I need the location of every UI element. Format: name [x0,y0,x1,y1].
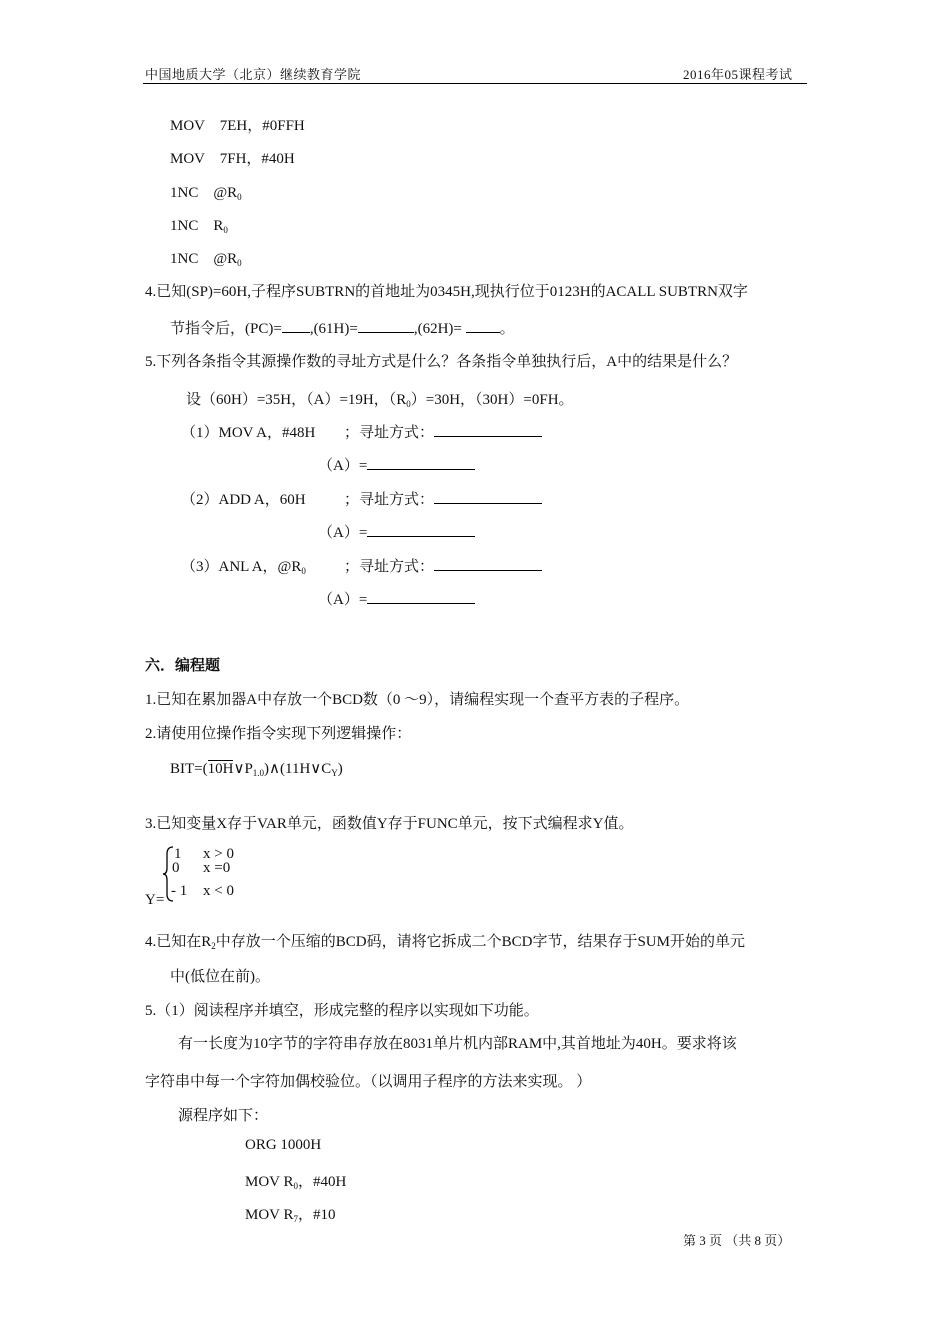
piecewise-cond-1: x > 0 [203,846,234,862]
piecewise-row-2 [172,860,180,877]
result-blank [367,522,475,537]
q5-item1-instr: （1）MOV A，#48H [181,425,316,441]
page-footer: 第 3 页 （共 8 页） [683,1233,791,1248]
header-left: 中国地质大学（北京）继续教育学院 [145,67,362,82]
subscript: 0 [237,192,242,202]
subscript: 7 [293,1214,298,1224]
p4-b: 中存放一个压缩的BCD码，请将它拆成二个BCD字节，结果存于SUM开始的单元 [215,934,745,950]
p4-a: 4.已知在R [145,934,212,950]
src-text: MOV R [245,1174,294,1190]
mode-label: ；寻址方式： [344,492,435,508]
subscript: 0 [301,566,306,576]
formula-a: BIT=( [170,761,208,777]
piecewise-cond-2: x =0 [203,860,231,876]
code-line-5-text: 1NC @R [170,251,238,267]
62h-blank [466,318,500,333]
formula-c: )∧(11H∨C [264,761,332,777]
result-blank [367,455,475,470]
bit-formula [170,759,343,778]
header-right: 2016年05课程考试 [683,67,793,82]
subscript: 0 [293,1181,298,1191]
src-line-2 [245,1170,346,1191]
src-line-1: ORG 1000H [245,1137,322,1153]
s6-p5-line2: 有一长度为10字节的字符串存放在8031单片机内部RAM中,其首地址为40H。要求将该 [178,1036,737,1052]
formula-d: ) [337,761,343,777]
formula-b: ∨P [233,761,253,777]
instr-text: （3）ANL A，@R [181,559,302,575]
q4-line2 [170,317,515,338]
q4-end: 。 [499,321,515,337]
pw-value: - 1 [171,883,188,899]
mode-blank [434,422,542,437]
61h-blank [358,318,414,333]
src-text: MOV R [245,1207,294,1223]
q5-item3-result [318,588,475,609]
section6-title: 六．编程题 [145,658,221,674]
piecewise-y: Y= [145,892,165,908]
formula-overline: 10H [207,761,234,777]
pw-value: 1 [174,846,182,862]
q4-line1: 4.已知(SP)=60H,子程序SUBTRN的首地址为0345H,现执行位于0123H的ACALL SUBTRN双字 [145,284,748,300]
q4-pc-label: 节指令后，(PC)= [170,321,282,337]
q4-62h-label: ,(62H)= [413,321,466,337]
code-line-5 [170,247,242,268]
s6-p4-line2: 中(低位在前)。 [170,969,270,985]
header-rule [143,83,807,84]
s6-p1: 1.已知在累加器A中存放一个BCD数（0 ～9），请编程实现一个查平方表的子程序。 [145,692,690,708]
src-line-3 [245,1203,336,1224]
result-label: （A）= [318,458,368,474]
result-label: （A）= [318,525,368,541]
code-line-1: MOV 7EH，#0FFH [170,118,305,134]
subscript: Y [331,768,338,778]
subscript: 1.0 [252,768,265,778]
s6-p3: 3.已知变量X存于VAR单元，函数值Y存于FUNC单元，按下式编程求Y值。 [145,816,634,832]
subscript: 0 [237,258,242,268]
piecewise-cond-3: x < 0 [203,883,234,899]
result-blank [367,589,475,604]
subscript: 0 [406,399,411,409]
q5-item3-mode [344,555,542,576]
code-line-2: MOV 7FH，#40H [170,151,295,167]
piecewise-row-3 [171,883,187,900]
q5-item3-instr [181,555,306,576]
mode-blank [434,489,542,504]
mode-blank [434,556,542,571]
s6-p5-line1: 5.（1）阅读程序并填空，形成完整的程序以实现如下功能。 [145,1003,539,1019]
s6-p5-line4: 源程序如下： [178,1108,269,1124]
s6-p4 [145,930,745,951]
subscript: 2 [211,941,216,951]
code-line-4 [170,214,228,235]
code-line-4-text: 1NC R [170,218,224,234]
q5-item2-result [318,521,475,542]
subscript: 0 [223,225,228,235]
q5-cond-b: ）=30H，（30H）=0FH。 [410,392,574,408]
result-label: （A）= [318,592,368,608]
q5-item1-mode [344,421,542,442]
q5-title: 5.下列各条指令其源操作数的寻址方式是什么？各条指令单独执行后，A中的结果是什么？ [145,354,738,370]
mode-label: ；寻址方式： [344,425,435,441]
q5-cond-a: 设（60H）=35H，（A）=19H，（R [186,392,407,408]
q5-condition [186,388,574,409]
mode-label: ；寻址方式： [344,559,435,575]
src-text2: ，#40H [298,1174,347,1190]
q5-item2-instr: （2）ADD A，60H [181,492,306,508]
pw-value: 0 [172,860,180,876]
q5-item1-result [318,454,475,475]
pc-blank [282,318,310,333]
q4-61h-label: ,(61H)= [309,321,358,337]
s6-p2: 2.请使用位操作指令实现下列逻辑操作： [145,726,412,742]
s6-p5-line3: 字符串中每一个字符加偶校验位。（以调用子程序的方法来实现。 ） [145,1074,592,1090]
code-line-3-text: 1NC @R [170,185,238,201]
src-text2: ，#10 [298,1207,336,1223]
q5-item2-mode [344,488,542,509]
code-line-3 [170,181,242,202]
